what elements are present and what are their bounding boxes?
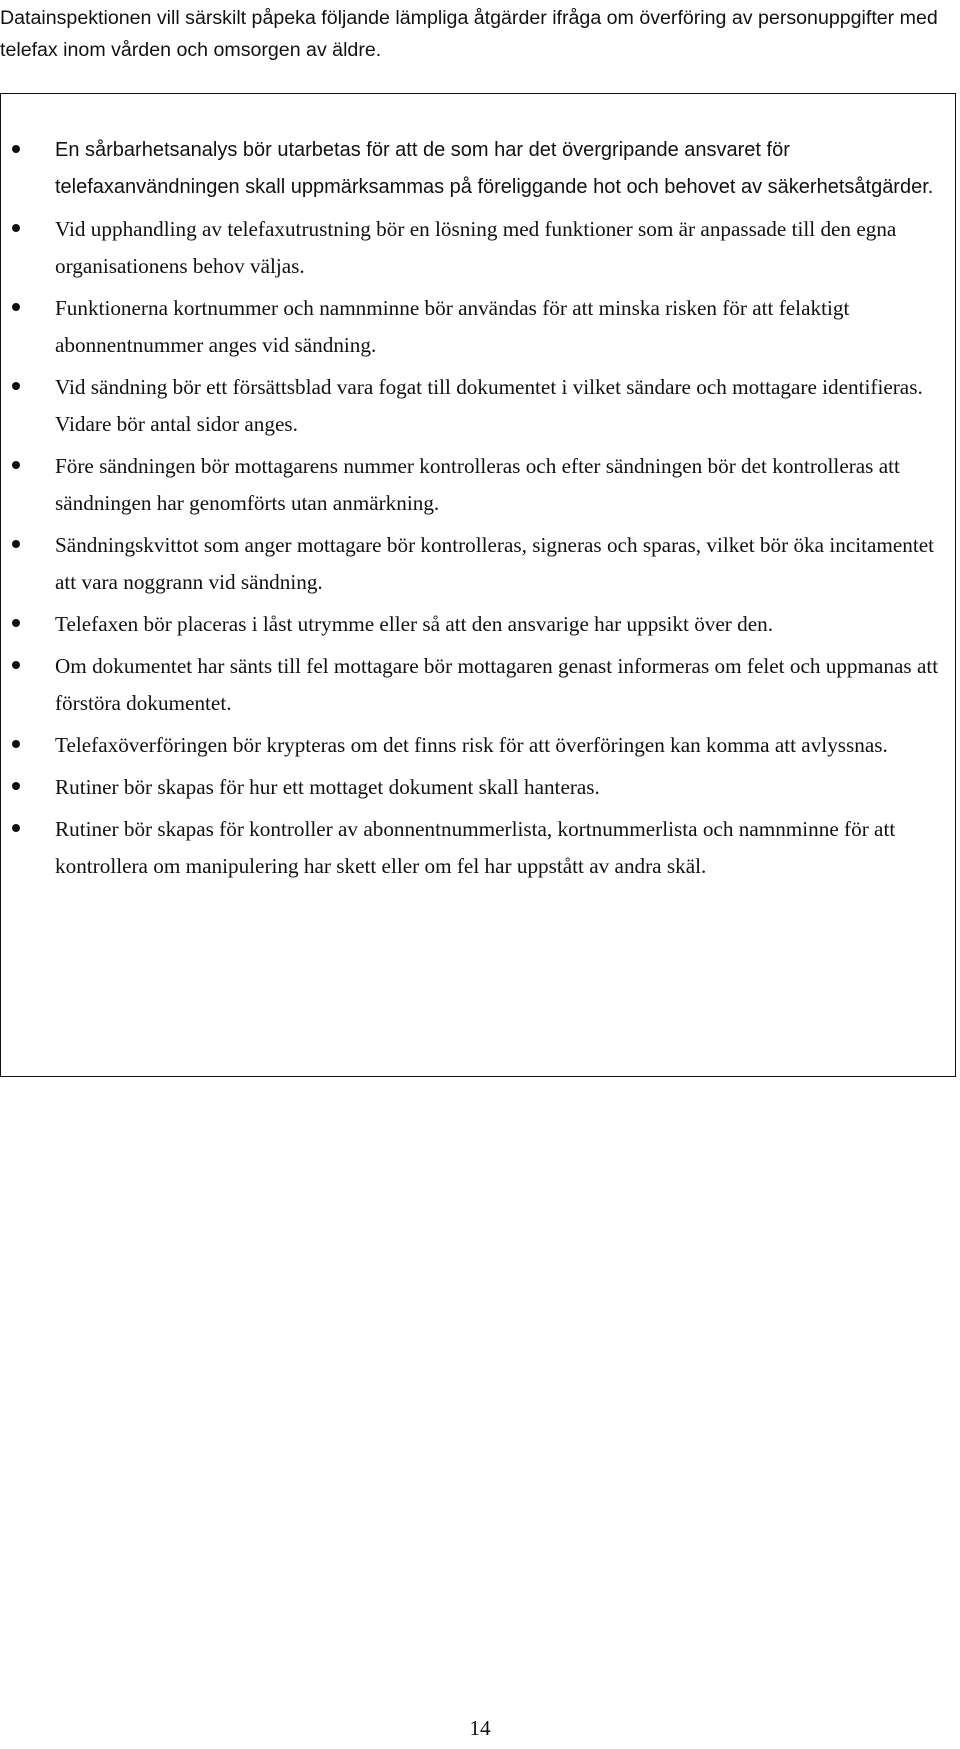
list-item <box>1 290 951 364</box>
bullet-icon <box>12 740 20 748</box>
list-item-text: Rutiner bör skapas för kontroller av abonnentnummerlista, kortnummerlista och namnminne för att kontrollera om manipulering har skett eller om fel har uppstått av andra skäl. <box>55 817 896 878</box>
bullet-icon <box>12 661 20 669</box>
bullet-icon <box>12 145 20 153</box>
list-item-text: Om dokumentet har sänts till fel mottagare bör mottagaren genast informeras om felet och uppmanas att förstöra dokumentet. <box>55 654 939 715</box>
list-item-text: Telefaxöverföringen bör krypteras om det finns risk för att överföringen kan komma att avlyssnas. <box>55 733 888 757</box>
list-item-text: Rutiner bör skapas för hur ett mottaget dokument skall hanteras. <box>55 775 600 799</box>
list-item <box>1 211 951 285</box>
bullet-icon <box>12 224 20 232</box>
page-number: 14 <box>469 1716 491 1740</box>
recommendations-list <box>1 132 951 890</box>
list-item <box>1 727 951 764</box>
intro-paragraph: Datainspektionen vill särskilt påpeka följande lämpliga åtgärder ifråga om överföring av personuppgifter med telefax inom vården och omsorgen av äldre. <box>0 7 938 61</box>
list-item-text: Vid upphandling av telefaxutrustning bör en lösning med funktioner som är anpassade till den egna organisationens behov väljas. <box>55 217 897 278</box>
list-item <box>1 527 951 601</box>
list-item-text: Vid sändning bör ett försättsblad vara fogat till dokumentet i vilket sändare och mottagare identifieras. Vidare bör antal sidor anges. <box>55 375 923 436</box>
list-item <box>1 648 951 722</box>
list-item-text: Telefaxen bör placeras i låst utrymme eller så att den ansvarige har uppsikt över den. <box>55 612 774 636</box>
list-item <box>1 769 951 806</box>
list-item <box>1 132 951 206</box>
bullet-icon <box>12 382 20 390</box>
list-item <box>1 448 951 522</box>
bullet-icon <box>12 461 20 469</box>
list-item <box>1 606 951 643</box>
list-item-text: En sårbarhetsanalys bör utarbetas för att de som har det övergripande ansvaret för telefaxanvändningen skall uppmärksammas på föreliggande hot och behovet av säkerhetsåtgärder. <box>55 139 934 198</box>
list-item <box>1 369 951 443</box>
list-item-text: Funktionerna kortnummer och namnminne bör användas för att minska risken för att felaktigt abonnentnummer anges vid sändning. <box>55 296 850 357</box>
bullet-icon <box>12 303 20 311</box>
recommendations-box <box>0 93 956 1077</box>
bullet-icon <box>12 619 20 627</box>
list-item-text: Före sändningen bör mottagarens nummer kontrolleras och efter sändningen bör det kontrolleras att sändningen har genomförts utan anmärkning. <box>55 454 900 515</box>
bullet-icon <box>12 782 20 790</box>
bullet-icon <box>12 540 20 548</box>
list-item-text: Sändningskvittot som anger mottagare bör kontrolleras, signeras och sparas, vilket bör öka incitamentet att vara noggrann vid sändning. <box>55 533 935 594</box>
list-item <box>1 811 951 885</box>
bullet-icon <box>12 824 20 832</box>
